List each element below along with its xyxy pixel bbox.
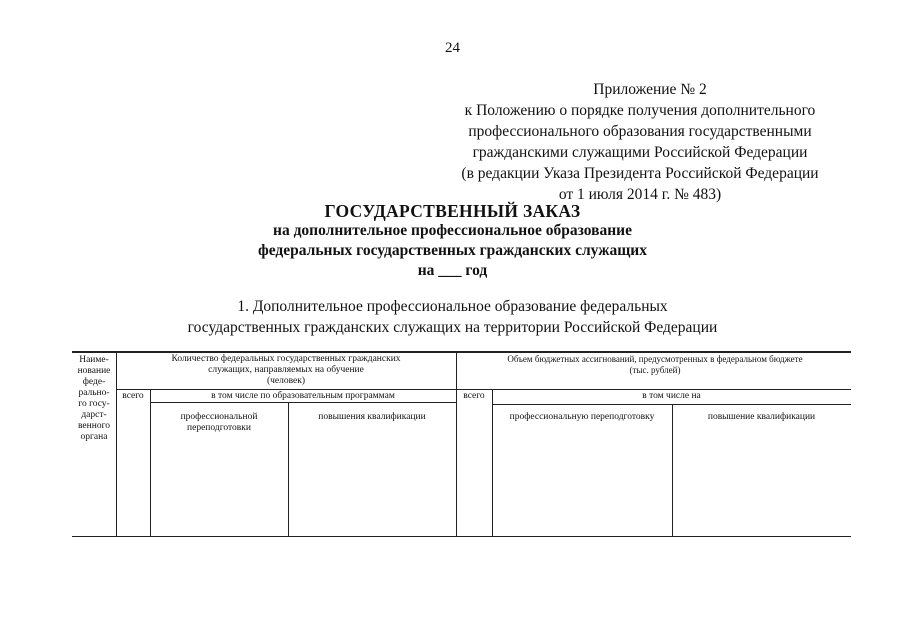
appendix-line: (в редакции Указа Президента Российской Федерации	[461, 165, 819, 182]
heading-year-line: на ___ год	[417, 262, 488, 279]
column-header-including: в том числе на	[642, 391, 701, 401]
document-title: ГОСУДАРСТВЕННЫЙ ЗАКАЗ	[324, 201, 581, 221]
column-header-qualification-quantity: повышения квалификации	[318, 412, 426, 422]
table-rule	[116, 389, 851, 390]
table-rule	[288, 402, 289, 537]
table-rule	[492, 404, 851, 405]
column-header-total-budget: всего	[463, 391, 485, 401]
table-rule	[456, 351, 457, 537]
table-rule	[116, 351, 117, 537]
table-rule	[150, 402, 456, 403]
appendix-line: профессионального образования государственными	[468, 123, 812, 140]
appendix-block	[440, 79, 840, 205]
page-number: 24	[445, 40, 460, 56]
heading-line: федеральных государственных гражданских служащих	[258, 242, 647, 259]
table-rule	[150, 389, 151, 537]
table-top-border	[72, 351, 851, 353]
column-header-qualification-budget: повышение квалификации	[707, 412, 816, 422]
section-line: 1. Дополнительное профессиональное образование федеральных	[237, 298, 668, 315]
table-rule	[492, 389, 493, 537]
column-header-total-quantity: всего	[122, 391, 144, 401]
section-title	[0, 296, 905, 338]
column-header-prof-retraining-quantity: профессиональной переподготовки	[180, 412, 258, 433]
appendix-line: Приложение № 2	[593, 81, 707, 98]
appendix-line: гражданскими служащими Российской Федерации	[472, 144, 808, 161]
document-heading	[0, 201, 905, 281]
column-header-budget: Объем бюджетных ассигнований, предусмотренных в федеральном бюджете (тыс. рублей)	[507, 354, 803, 375]
appendix-line: к Положению о порядке получения дополнительного	[464, 102, 816, 119]
heading-line: на дополнительное профессиональное образование	[273, 222, 632, 239]
column-header-agency: Наиме- нование феде- рально- го госу- дарст- венного органа	[77, 355, 111, 442]
column-header-programs: в том числе по образовательным программам	[211, 391, 395, 401]
table-bottom-border	[72, 536, 851, 537]
appendix-line: от 1 июля 2014 г. № 483)	[558, 186, 722, 203]
section-line: государственных гражданских служащих на территории Российской Федерации	[187, 319, 718, 336]
column-header-quantity: Количество федеральных государственных гражданских служащих, направляемых на обучение (человек)	[171, 354, 401, 386]
column-header-prof-retraining-budget: профессиональную переподготовку	[509, 412, 655, 422]
table-rule	[672, 404, 673, 537]
